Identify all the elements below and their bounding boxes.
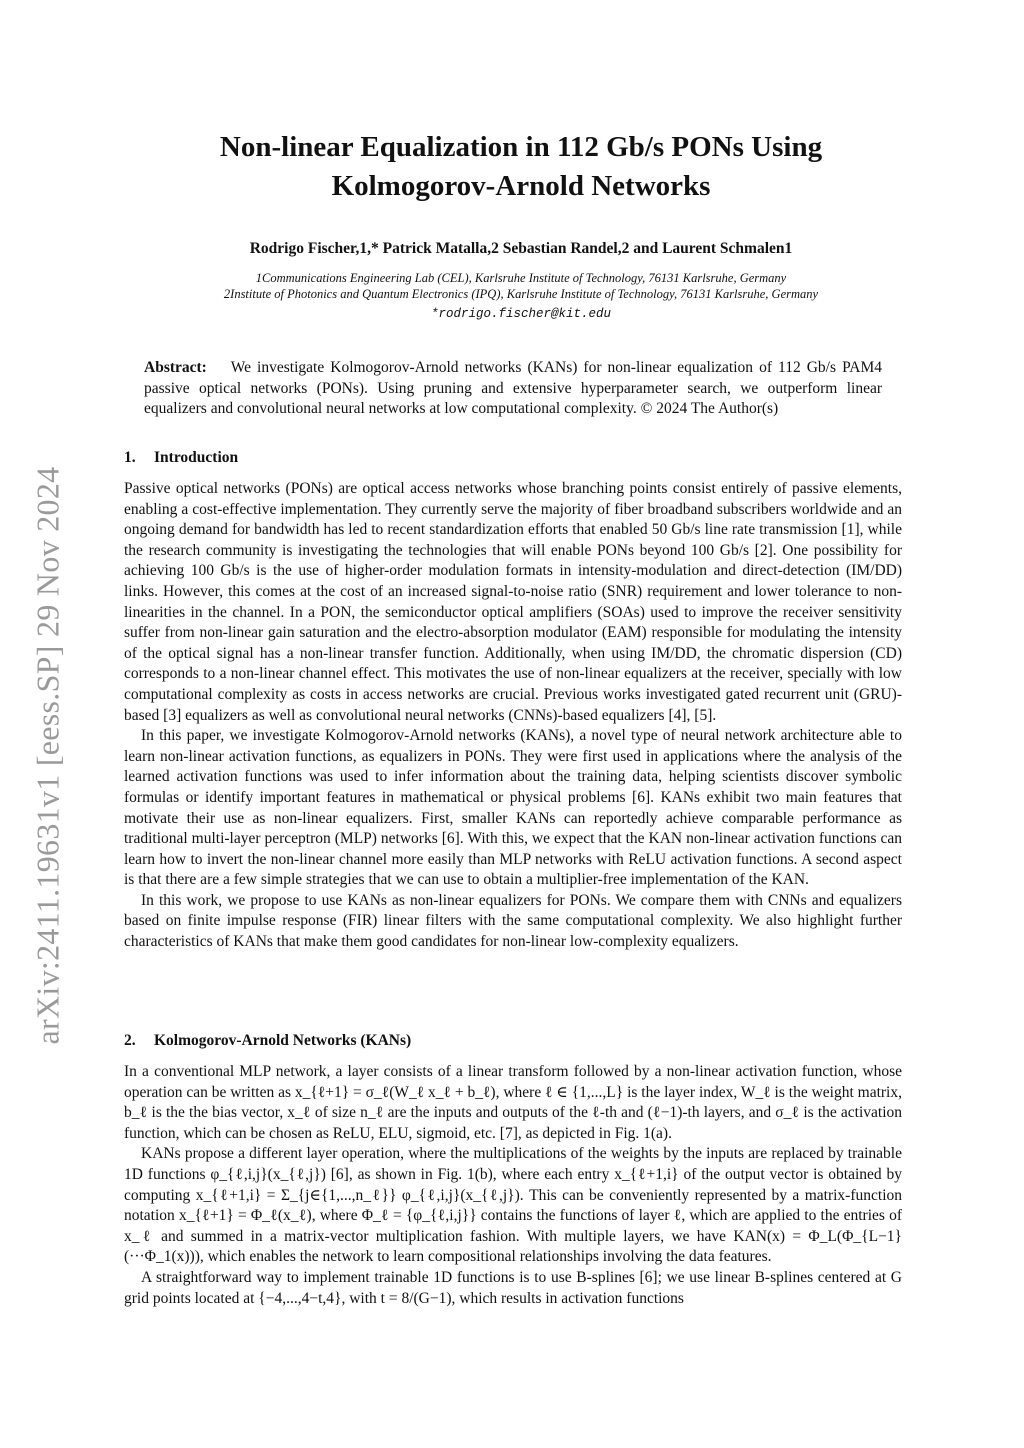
arxiv-id: arXiv:2411.19631v1 [eess.SP] 29 Nov 2024 <box>29 466 66 1044</box>
section-2-title: Kolmogorov-Arnold Networks (KANs) <box>154 1032 412 1049</box>
s1-paragraph-1: Passive optical networks (PONs) are optical access networks whose branching points consist entirely of passive elements, enabling a cost-effective implementation. They currently serve the majority of fiber broadband subscribers worldwide and an ongoing demand for bandwidth has led to recent standardization efforts that enabled 50 Gb/s line rate transmission [1], while the research community is investigating the technologies that will enable PONs beyond 100 Gb/s [2]. One possibility for achieving 100 Gb/s is the use of higher-order modulation formats in intensity-modulation and direct-detection (IM/DD) links. However, this comes at the cost of an increased signal-to-noise ratio (SNR) requirement and lower tolerance to non-linearities in the channel. In a PON, the semiconductor optical amplifiers (SOAs) used to improve the receiver sensitivity suffer from non-linear gain saturation and the electro-absorption modulator (EAM) responsible for modulating the intensity of the optical signal has a non-linear transfer function. Additionally, when using IM/DD, the chromatic dispersion (CD) corresponds to a non-linear channel effect. This motivates the use of non-linear equalizers at the receiver, specially with low computational complexity as costs in access networks are crucial. Previous works investigated gated recurrent unit (GRU)-based [3] equalizers as well as convolutional neural networks (CNNs)-based equalizers [4], [5]. <box>124 480 902 724</box>
section-1-number: 1. <box>124 449 136 466</box>
corresponding-email: *rodrigo.fischer@kit.edu <box>430 307 612 321</box>
title-line-2: Kolmogorov-Arnold Networks <box>331 170 711 202</box>
section-2-heading <box>124 1032 411 1050</box>
arxiv-watermark <box>28 440 68 1070</box>
s1-paragraph-3: In this work, we propose to use KANs as non-linear equalizers for PONs. We compare them with CNNs and equalizers based on finite impulse response (FIR) linear filters with the same computational complexity. We also highlight further characteristics of KANs that make them good candidates for non-linear low-complexity equalizers. <box>124 891 902 951</box>
author-list: Rodrigo Fischer,1,* Patrick Matalla,2 Sebastian Randel,2 and Laurent Schmalen1 <box>249 240 793 257</box>
s2-paragraph-2: KANs propose a different layer operation, where the multiplications of the weights by the inputs are replaced by trainable 1D functions φ_{ℓ,i,j}(x_{ℓ,j}) [6], as shown in Fig. 1(b), where each entry x_{ℓ+1,i} of the output vector is obtained by computing x_{ℓ+1,i} = Σ_{j∈{1,...,n_ℓ}} φ_{ℓ,i,j}(x_{ℓ,j}). This can be conveniently represented by a matrix-function notation x_{ℓ+1} = Φ_ℓ(x_ℓ), where Φ_ℓ = {φ_{ℓ,i,j}} contains the functions of layer ℓ, which are applied to the entries of x_ℓ and summed in a matrix-vector multiplication fashion. With multiple layers, we have KAN(x) = Φ_L(Φ_{L−1}(···Φ_1(x))), which enables the network to learn compositional relationships involving the data features. <box>124 1145 902 1266</box>
title-line-1: Non-linear Equalization in 112 Gb/s PONs Using <box>219 131 823 163</box>
affiliation-2: 2Institute of Photonics and Quantum Electronics (IPQ), Karlsruhe Institute of Technology, 76131 Karlsruhe, Germany <box>223 287 819 301</box>
section-2-body <box>124 1062 902 1309</box>
s2-paragraph-1: In a conventional MLP network, a layer consists of a linear transform followed by a non-linear activation function, whose operation can be written as x_{ℓ+1} = σ_ℓ(W_ℓ x_ℓ + b_ℓ), where ℓ ∈ {1,...,L} is the layer index, W_ℓ is the weight matrix, b_ℓ is the the bias vector, x_ℓ of size n_ℓ are the inputs and outputs of the ℓ-th and (ℓ−1)-th layers, and σ_ℓ is the activation function, which can be chosen as ReLU, ELU, sigmoid, etc. [7], as depicted in Fig. 1(a). <box>124 1063 902 1142</box>
section-1-body <box>124 479 902 953</box>
section-1-heading <box>124 449 238 467</box>
abstract-text: We investigate Kolmogorov-Arnold networks (KANs) for non-linear equalization of 112 Gb/s PAM4 passive optical networks (PONs). Using pruning and extensive hyperparameter search, we outperform linear equalizers and convolutional neural networks at low computational complexity. © 2024 The Author(s) <box>144 359 882 417</box>
section-1-title: Introduction <box>154 449 239 466</box>
abstract-label: Abstract: <box>144 359 207 376</box>
s1-paragraph-2: In this paper, we investigate Kolmogorov-Arnold networks (KANs), a novel type of neural network architecture able to learn non-linear activation functions, as equalizers in PONs. They were first used in applications where the analysis of the learned activation functions was used to infer information about the training data, helping scientists discover symbolic formulas or identify important features in mathematical or physical problems [6]. KANs exhibit two main features that motivate their use as non-linear equalizers. First, smaller KANs can reportedly achieve comparable performance as traditional multi-layer perceptron (MLP) networks [6]. With this, we expect that the KAN non-linear activation functions can learn how to invert the non-linear channel more easily than MLP networks with ReLU activation functions. A second aspect is that there are a few simple strategies that we can use to obtain a multiplier-free implementation of the KAN. <box>124 727 902 889</box>
affiliation-1: 1Communications Engineering Lab (CEL), Karlsruhe Institute of Technology, 76131 Karlsruhe, Germany <box>255 271 787 285</box>
s2-paragraph-3: A straightforward way to implement trainable 1D functions is to use B-splines [6]; we use linear B-splines centered at G grid points located at {−4,...,4−t,4}, with t = 8/(G−1), which results in activation functions <box>124 1268 902 1307</box>
paper-title <box>124 128 918 206</box>
section-2-number: 2. <box>124 1032 136 1049</box>
abstract <box>144 358 882 420</box>
